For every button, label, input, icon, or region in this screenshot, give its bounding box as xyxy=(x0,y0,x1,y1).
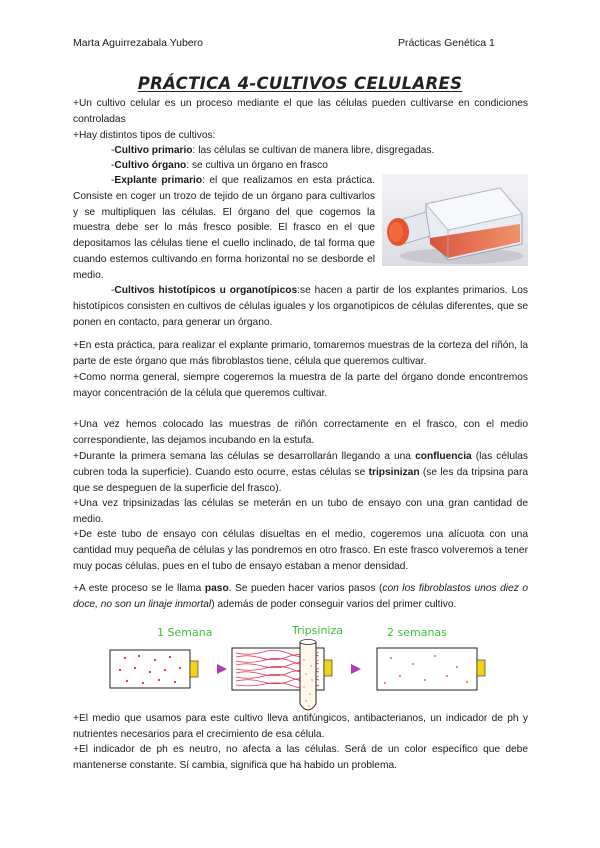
p7-text-a: +A este proceso se le llama xyxy=(73,583,205,594)
page-title: PRÁCTICA 4-CULTIVOS CELULARES xyxy=(137,74,463,93)
text-histotipicos: :se hacen a partir de los explantes primarios. Los histotípicos consisten en cultivos de células iguales y los organotípicos de células diferentes, que se ponen en contacto, para generar un órgano. xyxy=(73,285,528,328)
type-explante: -Explante primario: el que realizamos en esta práctica. Consiste en coger un trozo de tejido de un órgano para cultivarlos y se multipliquen las células. El órgano del que cogemos la muestra debe ser lo más fresco posible. El frasco en el que depositamos las células tiene el cuello inclinado, de tal forma que cuando estemos cultivando en forma horizontal no se desborde el medio. xyxy=(73,175,375,281)
label-trypsin: Tripsiniza xyxy=(292,624,343,637)
flask-confluent xyxy=(232,648,332,690)
test-tube xyxy=(300,640,316,711)
arrow-1 xyxy=(205,664,227,674)
passage-diagram xyxy=(95,620,495,720)
p4-text-a: +Durante la primera semana las células se desarrollarán llegando a una xyxy=(73,451,416,462)
text-primario: : las células se cultivan de manera libre, disgregadas. xyxy=(192,145,435,156)
term-tripsinizan: tripsinizan xyxy=(368,466,420,478)
intro-paragraph: +Un cultivo celular es un proceso mediante el que las células pueden cultivarse en condiciones controladas xyxy=(73,98,528,125)
text-explante: : el que realizamos en esta práctica. Consiste en coger un trozo de tejido de un órgano para cultivarlos y se multipliquen las células. El órgano del que cogemos la muestra debe ser lo más fresco posible. El frasco en el que depositamos las células tiene el cuello inclinado, de tal forma que cuando estemos cultivando en forma horizontal no se desborde el medio. xyxy=(73,175,375,281)
p4-text-e: (se les da tripsina para que se despeguen de la superficie del frasco). xyxy=(73,466,528,494)
procedure-p5: +Una vez tripsinizadas las células se meterán en un tubo de ensayo con una gran cantidad de medio. xyxy=(73,498,528,525)
flask-initial xyxy=(110,650,198,688)
type-histotipicos: -Cultivos histotípicos u organotípicos:se hacen a partir de los explantes primarios. Los histotípicos consisten en cultivos de células iguales y los organotípicos de células diferentes, que se ponen en contacto, para generar un órgano. xyxy=(73,285,528,328)
procedure-p3: +Una vez hemos colocado las muestras de riñón correctamente en el frasco, con el medio correspondiente, las dejamos incubando en la estufa. xyxy=(73,419,528,446)
closing-p1: +El medio que usamos para este cultivo lleva antifúngicos, antibacterianos, un indicador de ph y nutrientes necesarios para el crecimiento de esa célula. xyxy=(73,713,528,740)
p7-italic-note: con los fibroblastos unos diez o doce, no son un linaje inmortal xyxy=(73,583,528,610)
term-histotipicos: Cultivos histotípicos u organotípicos xyxy=(114,285,298,296)
term-confluencia: confluencia xyxy=(415,451,472,462)
header-course: Prácticas Genética 1 xyxy=(398,37,495,49)
flask-passaged xyxy=(377,648,485,690)
type-primario: -Cultivo primario: las células se cultivan de manera libre, disgregadas. xyxy=(111,145,435,156)
closing-p2: +El indicador de ph es neutro, no afecta a las células. Será de un color específico que debe mantenerse constante. Sí cambia, significa que ha habido un problema. xyxy=(73,744,528,771)
label-weeks2: 2 semanas xyxy=(387,626,447,639)
p7-text-e: ) además de poder conseguir varios del primer cultivo. xyxy=(211,598,457,610)
header-author: Marta Aguirrezabala Yubero xyxy=(73,37,203,49)
text-organo: : se cultiva un órgano en frasco xyxy=(186,160,328,171)
p7-text-c: . Se pueden hacer varios pasos ( xyxy=(228,583,383,594)
types-intro: +Hay distintos tipos de cultivos: xyxy=(73,130,216,141)
procedure-p4 xyxy=(73,449,528,496)
procedure-p7 xyxy=(73,581,528,613)
term-primario: Cultivo primario xyxy=(114,145,193,156)
label-week1: 1 Semana xyxy=(157,626,213,639)
term-explante: Explante primario xyxy=(114,175,203,186)
term-organo: Cultivo órgano xyxy=(114,160,187,171)
p4-text-c: (las células cubren toda la superficie). Cuando esto ocurre, estas células se xyxy=(73,451,529,478)
term-paso: paso xyxy=(204,583,229,594)
type-organo: -Cultivo órgano: se cultiva un órgano en frasco xyxy=(111,160,328,171)
culture-flask-photo xyxy=(382,174,528,266)
procedure-p1: +En esta práctica, para realizar el explante primario, tomaremos muestras de la corteza del riñón, la parte de este órgano que más fibroblastos tiene, célula que queremos cultivar. xyxy=(73,340,528,367)
procedure-p2: +Como norma general, siempre cogeremos la muestra de la parte del órgano donde encontremos mayor concentración de la célula que queremos cultivar. xyxy=(73,372,528,399)
arrow-2 xyxy=(339,664,361,674)
procedure-p6: +De este tubo de ensayo con células disueltas en el medio, cogeremos una alícuota con una cantidad muy pequeña de células y las pondremos en otro frasco. En este frasco volveremos a tener muy pocas células, pues en el tubo de ensayo estaban a menor densidad. xyxy=(73,529,528,572)
